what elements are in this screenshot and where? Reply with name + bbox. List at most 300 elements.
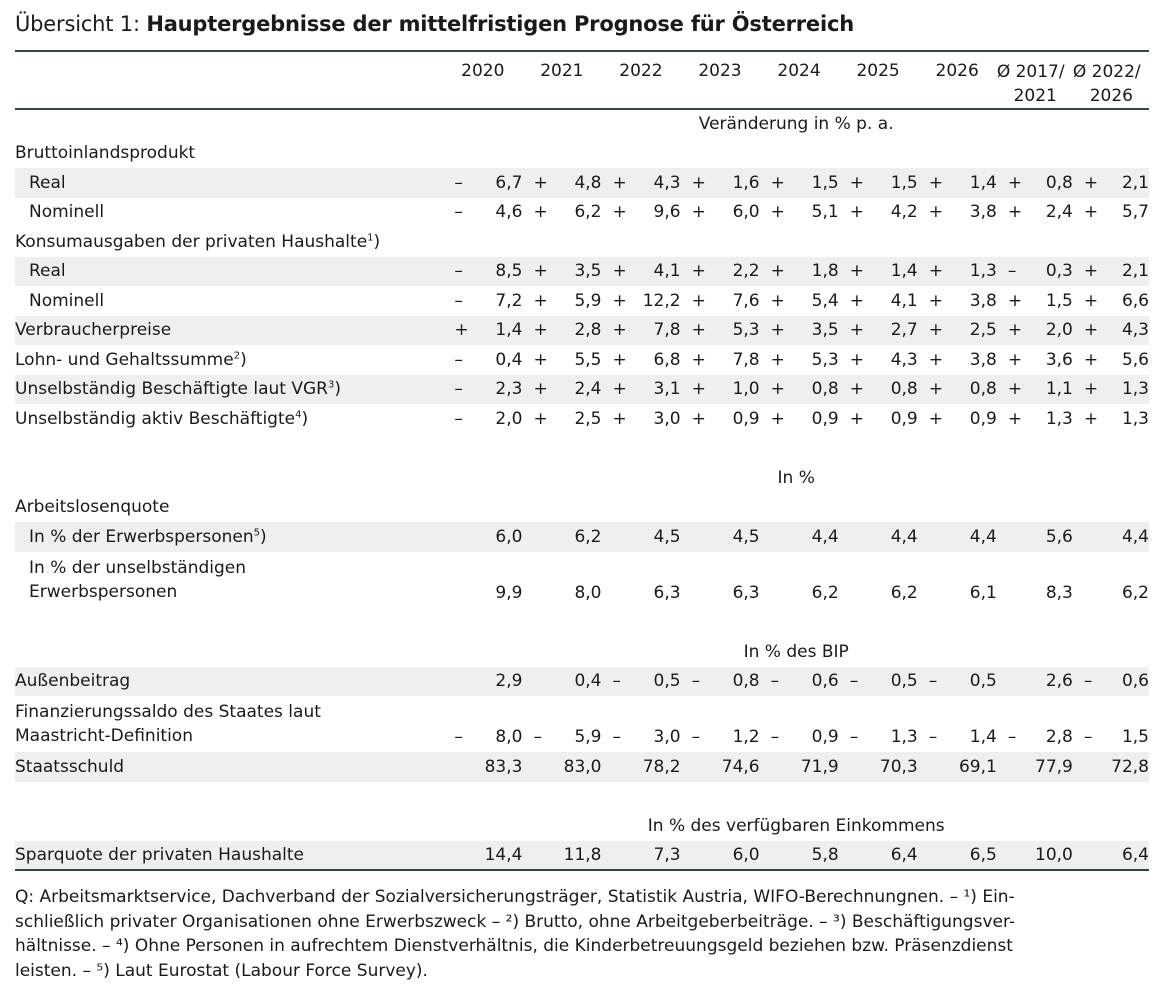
value-cell <box>602 168 681 198</box>
value-number: 2,1 <box>1121 261 1149 282</box>
value-sign: + <box>1083 172 1099 193</box>
value-sign: + <box>691 320 706 341</box>
value-number: 6,2 <box>574 202 602 223</box>
section-header-row <box>15 139 1149 169</box>
value-cell <box>760 667 839 697</box>
value-cell <box>839 286 918 316</box>
value-sign: + <box>533 290 548 311</box>
spacer <box>15 434 1149 464</box>
value-sign: – <box>454 349 463 370</box>
value-number: 0,9 <box>890 408 918 429</box>
value-cell <box>1073 257 1149 287</box>
value-cell <box>1073 522 1149 552</box>
value-cell <box>839 667 918 697</box>
value-cell <box>918 198 997 228</box>
row-label <box>15 696 443 752</box>
value-sign: + <box>928 290 943 311</box>
row-label: In % der Erwerbspersonen$^5$) <box>15 522 443 552</box>
value-number: 2,2 <box>732 261 760 282</box>
value-cell <box>522 841 601 871</box>
value-cell <box>1073 552 1149 608</box>
value-number: 4,4 <box>969 526 997 547</box>
value-number: 6,6 <box>1121 290 1149 311</box>
value-sign: + <box>770 379 785 400</box>
value-cell <box>760 316 839 346</box>
value-cell <box>522 257 601 287</box>
footnote-line: schließlich privater Organisationen ohne Erwerbszweck – ²) Brutto, ohne Arbeitgeberbeiträge. – ³) Beschäftigungsver- <box>15 911 1016 932</box>
value-number: 0,9 <box>811 408 839 429</box>
value-number: 6,5 <box>969 844 997 865</box>
value-cell <box>1073 316 1149 346</box>
value-number: 71,9 <box>800 756 839 777</box>
value-sign: + <box>849 202 864 223</box>
value-number: 0,9 <box>969 408 997 429</box>
value-sign: + <box>1007 320 1023 341</box>
value-number: 6,2 <box>890 582 918 603</box>
unit-blank <box>15 463 443 493</box>
value-cell <box>1073 841 1149 871</box>
value-number: 8,5 <box>495 261 523 282</box>
value-cell <box>839 752 918 782</box>
value-sign: + <box>770 290 785 311</box>
value-cell <box>918 522 997 552</box>
label-line1: Finanzierungssaldo des Staates laut <box>15 702 321 722</box>
value-sign: + <box>612 408 627 429</box>
value-cell <box>602 696 681 752</box>
value-cell <box>443 522 522 552</box>
source-footnote <box>15 885 1149 983</box>
value-sign: + <box>928 349 943 370</box>
title-bold: Hauptergebnisse der mittelfristigen Prognose für Österreich <box>146 12 854 36</box>
value-cell <box>997 841 1073 871</box>
value-number: 4,5 <box>653 526 681 547</box>
value-number: 0,5 <box>653 671 681 692</box>
row-label: Real <box>15 168 443 198</box>
value-sign: – <box>1007 261 1017 282</box>
value-sign: + <box>849 320 864 341</box>
value-number: 11,8 <box>563 844 602 865</box>
label-line1: In % der unselbständigen <box>29 557 247 578</box>
value-cell <box>760 404 839 434</box>
footnote-mark: 2 <box>233 350 241 362</box>
row-label: Lohn- und Gehaltssumme$^2$) <box>15 349 247 370</box>
value-cell <box>681 375 760 405</box>
value-number: 0,4 <box>495 349 523 370</box>
value-cell <box>760 841 839 871</box>
value-number: 2,4 <box>574 379 602 400</box>
value-cell <box>602 286 681 316</box>
value-cell <box>443 552 522 608</box>
value-sign: + <box>691 290 706 311</box>
value-sign: + <box>928 261 943 282</box>
value-cell <box>839 257 918 287</box>
header-blank <box>15 51 443 109</box>
value-cell <box>602 552 681 608</box>
data-row <box>15 841 1149 871</box>
value-number: 7,3 <box>653 844 681 865</box>
value-number: 5,3 <box>811 349 839 370</box>
value-number: 4,1 <box>890 290 918 311</box>
value-sign: – <box>691 671 701 692</box>
forecast-table <box>15 50 1149 871</box>
unit-blank <box>15 637 443 667</box>
value-cell <box>918 667 997 697</box>
value-number: 9,9 <box>495 582 523 603</box>
value-cell <box>760 522 839 552</box>
value-number: 5,4 <box>811 290 839 311</box>
data-row <box>15 667 1149 697</box>
value-number: 4,3 <box>1121 320 1149 341</box>
value-number: 0,8 <box>811 379 839 400</box>
title-prefix: Übersicht 1: <box>15 12 147 36</box>
value-cell <box>602 522 681 552</box>
value-sign: + <box>849 290 864 311</box>
value-sign: + <box>770 349 785 370</box>
footnote-mark: 5 <box>253 527 261 539</box>
value-cell <box>997 404 1073 434</box>
value-number: 4,6 <box>495 202 523 223</box>
value-number: 9,6 <box>653 202 681 223</box>
data-row <box>15 316 1149 346</box>
value-number: 0,9 <box>811 727 839 747</box>
col-header-year: 2026 <box>918 51 997 109</box>
spacer-row <box>15 434 1149 464</box>
data-row <box>15 286 1149 316</box>
value-number: 6,0 <box>495 526 523 547</box>
page-title <box>15 12 854 36</box>
value-cell <box>681 198 760 228</box>
value-number: 4,3 <box>890 349 918 370</box>
value-cell <box>997 552 1073 608</box>
value-cell <box>602 257 681 287</box>
value-sign: + <box>1007 172 1023 193</box>
footnote-mark: 4 <box>295 409 302 421</box>
value-number: 2,1 <box>1121 172 1149 193</box>
value-cell <box>681 552 760 608</box>
value-cell <box>997 168 1073 198</box>
value-cell <box>997 375 1073 405</box>
value-number: 5,7 <box>1121 202 1149 223</box>
value-cell <box>1073 168 1149 198</box>
value-cell <box>918 841 997 871</box>
value-cell <box>760 168 839 198</box>
value-number: 7,8 <box>732 349 760 370</box>
value-number: 2,0 <box>1045 320 1073 341</box>
value-cell <box>1073 286 1149 316</box>
section-header-row <box>15 227 1149 257</box>
value-cell <box>918 345 997 375</box>
value-cell <box>443 198 522 228</box>
value-number: 83,3 <box>484 756 523 777</box>
value-cell <box>997 286 1073 316</box>
value-number: 1,4 <box>969 172 997 193</box>
value-sign: – <box>454 172 463 193</box>
value-sign: + <box>1083 320 1099 341</box>
value-number: 2,6 <box>1045 671 1073 692</box>
value-number: 0,3 <box>1045 261 1073 282</box>
value-sign: – <box>849 727 859 747</box>
value-number: 3,5 <box>574 261 602 282</box>
value-cell <box>443 404 522 434</box>
unit-row <box>15 811 1149 841</box>
value-number: 6,8 <box>653 349 681 370</box>
value-number: 7,8 <box>653 320 681 341</box>
value-sign: + <box>691 202 706 223</box>
value-number: 74,6 <box>721 756 760 777</box>
value-sign: + <box>849 379 864 400</box>
value-sign: + <box>1083 261 1099 282</box>
value-sign: + <box>928 202 943 223</box>
value-cell <box>760 696 839 752</box>
value-cell <box>443 696 522 752</box>
value-cell <box>522 168 601 198</box>
col-header-avg2 <box>1073 51 1149 109</box>
value-number: 72,8 <box>1111 756 1149 777</box>
row-label: Staatsschuld <box>15 752 443 782</box>
value-number: 14,4 <box>484 844 523 865</box>
value-number: 70,3 <box>879 756 918 777</box>
value-number: 3,5 <box>811 320 839 341</box>
avg2-line2: 2026 <box>1089 86 1133 106</box>
value-number: 0,8 <box>732 671 760 692</box>
value-cell <box>760 752 839 782</box>
value-cell <box>681 345 760 375</box>
value-cell <box>760 345 839 375</box>
value-number: 3,1 <box>653 379 681 400</box>
value-cell <box>918 168 997 198</box>
value-sign: – <box>454 727 463 747</box>
value-sign: – <box>1007 727 1017 747</box>
value-sign: – <box>691 727 701 747</box>
value-cell <box>839 696 918 752</box>
value-sign: + <box>612 290 627 311</box>
value-cell <box>760 552 839 608</box>
value-cell <box>681 257 760 287</box>
value-number: 0,5 <box>890 671 918 692</box>
value-number: 0,8 <box>890 379 918 400</box>
value-cell <box>681 667 760 697</box>
row-label: Verbraucherpreise <box>15 316 443 346</box>
value-sign: + <box>928 408 943 429</box>
value-number: 1,5 <box>1121 727 1149 747</box>
row-label: Sparquote der privaten Haushalte <box>15 841 443 871</box>
value-sign: + <box>1083 379 1099 400</box>
value-number: 4,4 <box>1121 526 1149 547</box>
value-number: 83,0 <box>563 756 602 777</box>
value-cell <box>997 522 1073 552</box>
value-cell <box>918 752 997 782</box>
value-cell <box>522 522 601 552</box>
value-sign: – <box>454 261 463 282</box>
value-number: 2,7 <box>890 320 918 341</box>
value-cell <box>839 168 918 198</box>
value-number: 1,3 <box>1121 408 1149 429</box>
value-sign: – <box>770 671 780 692</box>
value-number: 6,2 <box>811 582 839 603</box>
value-number: 2,9 <box>495 671 523 692</box>
label-line2: Erwerbspersonen <box>29 581 178 602</box>
value-number: 1,3 <box>969 261 997 282</box>
value-cell <box>760 198 839 228</box>
value-number: 2,5 <box>969 320 997 341</box>
value-number: 12,2 <box>642 290 681 311</box>
value-cell <box>918 375 997 405</box>
unit-blank <box>15 109 443 139</box>
value-cell <box>1073 752 1149 782</box>
value-sign: – <box>454 202 463 223</box>
value-sign: – <box>533 727 542 747</box>
label-line2: Maastricht-Definition <box>15 726 193 746</box>
value-sign: + <box>770 202 785 223</box>
value-cell <box>681 404 760 434</box>
value-cell <box>443 667 522 697</box>
row-label: Unselbständig aktiv Beschäftigte$^4$) <box>15 408 309 429</box>
value-number: 5,3 <box>732 320 760 341</box>
value-cell <box>522 198 601 228</box>
value-cell <box>681 841 760 871</box>
value-sign: + <box>691 172 706 193</box>
value-cell <box>681 168 760 198</box>
value-cell <box>997 257 1073 287</box>
row-label: Außenbeitrag <box>15 667 443 697</box>
value-cell <box>522 696 601 752</box>
value-number: 1,3 <box>1045 408 1073 429</box>
value-sign: + <box>1083 349 1099 370</box>
data-row <box>15 552 1149 608</box>
value-sign: + <box>849 349 864 370</box>
value-sign: + <box>1007 202 1023 223</box>
value-cell <box>602 841 681 871</box>
value-sign: – <box>1083 727 1093 747</box>
value-number: 78,2 <box>642 756 681 777</box>
value-number: 3,8 <box>969 290 997 311</box>
value-number: 4,4 <box>811 526 839 547</box>
value-sign: + <box>612 202 627 223</box>
value-cell <box>918 257 997 287</box>
data-row <box>15 345 1149 375</box>
value-number: 2,8 <box>1045 727 1073 747</box>
value-number: 8,0 <box>495 727 523 747</box>
value-cell <box>918 404 997 434</box>
value-cell <box>522 752 601 782</box>
value-sign: + <box>770 320 785 341</box>
value-sign: – <box>849 671 859 692</box>
row-label: Real <box>15 257 443 287</box>
unit-row <box>15 109 1149 139</box>
value-cell <box>522 286 601 316</box>
col-header-year: 2025 <box>839 51 918 109</box>
value-cell <box>1073 345 1149 375</box>
value-number: 1,3 <box>890 727 918 747</box>
value-number: 4,4 <box>890 526 918 547</box>
value-number: 6,0 <box>732 202 760 223</box>
value-number: 6,2 <box>574 526 602 547</box>
label-paren: ) <box>373 231 381 252</box>
avg2-line1: Ø 2022/ <box>1072 62 1141 82</box>
value-number: 5,9 <box>574 290 602 311</box>
value-sign: + <box>533 379 548 400</box>
value-cell <box>681 696 760 752</box>
value-cell <box>997 696 1073 752</box>
value-number: 7,2 <box>495 290 523 311</box>
value-number: 0,6 <box>1121 671 1149 692</box>
value-cell <box>443 316 522 346</box>
data-row <box>15 257 1149 287</box>
value-sign: + <box>612 379 627 400</box>
col-header-year: 2022 <box>602 51 681 109</box>
value-sign: + <box>849 172 864 193</box>
value-sign: – <box>770 727 780 747</box>
value-number: 0,8 <box>969 379 997 400</box>
data-row <box>15 198 1149 228</box>
label-text: Konsumausgaben der privaten Haushalte <box>15 231 368 252</box>
value-sign: – <box>928 671 938 692</box>
row-label <box>15 227 1149 257</box>
value-sign: + <box>1083 408 1099 429</box>
value-cell <box>522 552 601 608</box>
value-cell <box>839 198 918 228</box>
value-sign: + <box>691 349 706 370</box>
value-cell <box>443 841 522 871</box>
value-number: 0,6 <box>811 671 839 692</box>
value-sign: – <box>454 408 463 429</box>
value-cell <box>602 667 681 697</box>
value-number: 0,4 <box>574 671 602 692</box>
value-sign: + <box>770 408 785 429</box>
value-cell <box>602 375 681 405</box>
value-number: 2,8 <box>574 320 602 341</box>
value-sign: + <box>928 320 943 341</box>
col-header-year: 2024 <box>760 51 839 109</box>
label-text: Lohn- und Gehaltssumme <box>15 349 234 370</box>
footnote-line: hältnisse. – ⁴) Ohne Personen in aufrechtem Dienstverhältnis, die Kinderbetreuungsgeld beziehen bzw. Präsenzdienst <box>15 936 1013 956</box>
value-number: 69,1 <box>958 756 997 777</box>
data-row <box>15 752 1149 782</box>
spacer-row <box>15 608 1149 638</box>
value-cell <box>1073 404 1149 434</box>
value-sign: + <box>533 261 548 282</box>
value-cell <box>443 257 522 287</box>
row-label: Nominell <box>29 290 105 311</box>
value-number: 1,5 <box>890 172 918 193</box>
value-number: 6,3 <box>653 582 681 603</box>
value-sign: + <box>849 261 864 282</box>
value-sign: + <box>1007 349 1023 370</box>
footnote-line: Q: Arbeitsmarktservice, Dachverband der Sozialversicherungsträger, Statistik Austria, WIFO-Berechnungnen. – ¹) Ein- <box>15 887 1015 907</box>
unit-label: Veränderung in % p. a. <box>443 109 1149 139</box>
value-number: 6,7 <box>495 172 523 193</box>
value-sign: + <box>1083 202 1099 223</box>
value-cell <box>443 752 522 782</box>
value-cell <box>839 552 918 608</box>
spacer-row <box>15 782 1149 812</box>
value-sign: + <box>1007 408 1023 429</box>
value-cell <box>997 752 1073 782</box>
value-cell <box>681 286 760 316</box>
value-number: 1,4 <box>495 320 523 341</box>
value-number: 6,4 <box>1121 844 1149 865</box>
value-sign: + <box>612 261 627 282</box>
value-cell <box>443 345 522 375</box>
header-row <box>15 51 1149 109</box>
col-header-year: 2020 <box>443 51 522 109</box>
value-number: 2,0 <box>495 408 523 429</box>
value-number: 1,5 <box>1045 290 1073 311</box>
avg1-line1: Ø 2017/ <box>996 62 1065 82</box>
footnote-line: leisten. – ⁵) Laut Eurostat (Labour Force Survey). <box>15 960 428 981</box>
col-header-year: 2021 <box>522 51 601 109</box>
value-number: 0,8 <box>1045 172 1073 193</box>
